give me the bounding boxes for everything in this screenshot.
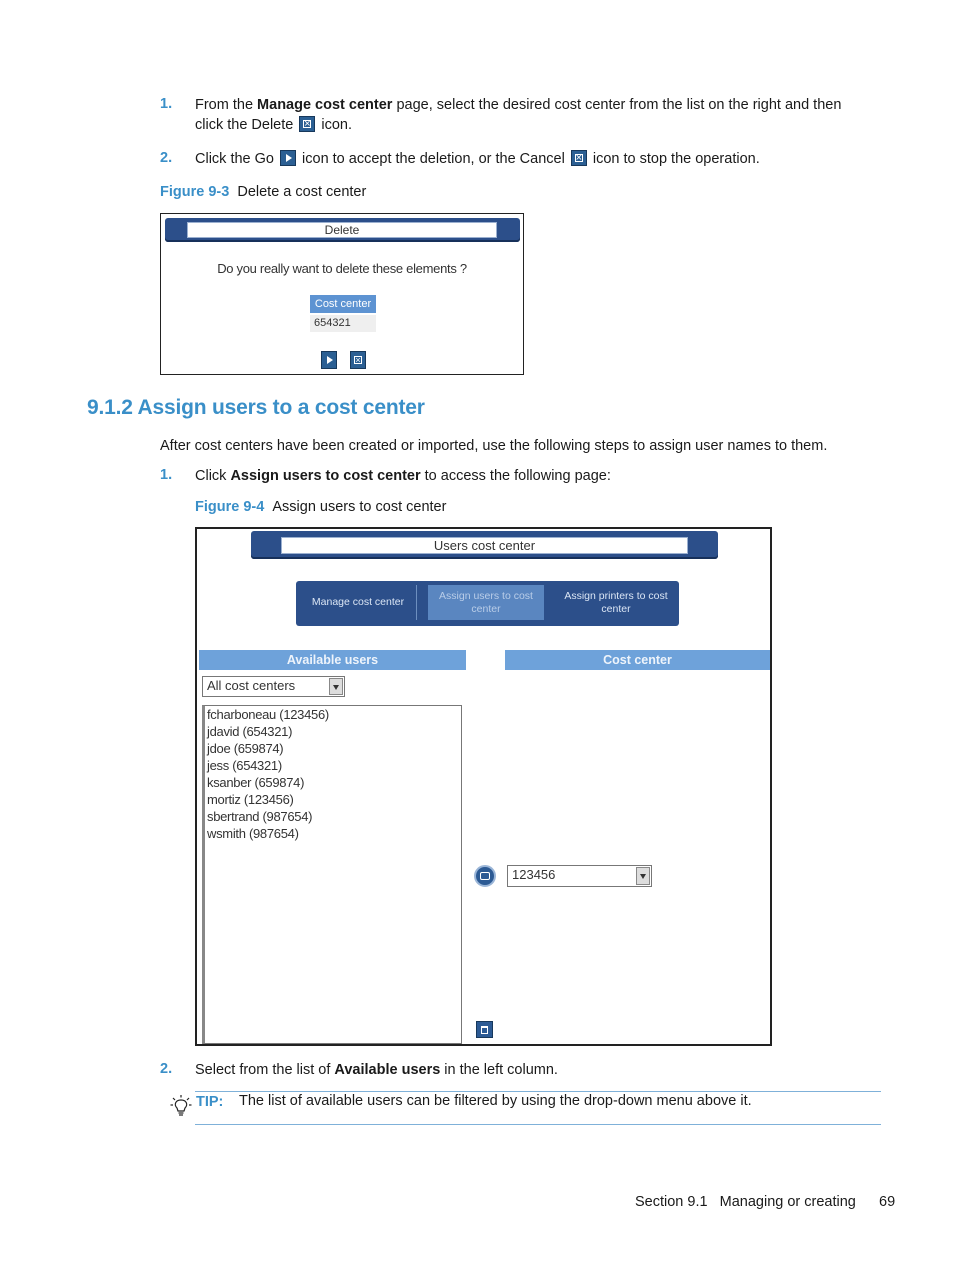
step-text-part: in the left column.	[440, 1062, 558, 1078]
list-item[interactable]: sbertrand (987654)	[207, 809, 313, 824]
dialog-title: Delete	[187, 222, 497, 238]
figure-caption	[160, 182, 366, 202]
tip-text: The list of available users can be filtered by using the drop-down menu above it.	[239, 1093, 752, 1109]
page-title: Users cost center	[281, 537, 688, 554]
tab-assign-printers[interactable]: Assign printers to cost center	[558, 585, 674, 620]
figure-title: Assign users to cost center	[272, 499, 447, 515]
step-number: 2.	[160, 1061, 173, 1077]
cost-center-select[interactable]	[507, 865, 652, 887]
step-text-part: Select from the list of	[195, 1062, 335, 1078]
dialog-title-bar	[165, 218, 520, 242]
step-text	[195, 466, 611, 486]
step-text-part: icon.	[317, 117, 353, 133]
list-item[interactable]: fcharboneau (123456)	[207, 707, 329, 722]
trash-icon	[481, 1026, 488, 1034]
page-title-bar	[251, 531, 718, 559]
figure-title: Delete a cost center	[237, 184, 367, 200]
trash-button[interactable]	[476, 1021, 493, 1038]
available-users-header: Available users	[199, 650, 466, 670]
tip-bottom-rule	[195, 1124, 881, 1125]
available-users-list[interactable]	[202, 705, 462, 1044]
cost-center-selected-value: 123456	[512, 867, 556, 882]
play-icon	[327, 356, 333, 364]
list-item[interactable]: wsmith (987654)	[207, 826, 299, 841]
list-item[interactable]: jess (654321)	[207, 758, 282, 773]
step-text-part: click the Delete	[195, 117, 298, 133]
cost-center-cell: 654321	[310, 315, 376, 332]
section-heading: 9.1.2 Assign users to a cost center	[87, 396, 425, 419]
cost-center-header: Cost center	[505, 650, 770, 670]
list-item[interactable]: ksanber (659874)	[207, 775, 305, 790]
step-text-part: From the	[195, 97, 258, 113]
cancel-icon: ×	[355, 355, 361, 365]
tab-assign-users[interactable]: Assign users to cost center	[428, 585, 544, 620]
figure-label: Figure 9-4	[195, 499, 265, 515]
list-item[interactable]: jdavid (654321)	[207, 724, 293, 739]
assign-button[interactable]	[474, 865, 496, 887]
lightbulb-icon	[170, 1094, 192, 1118]
assign-users-figure	[195, 527, 772, 1046]
tab-manage-cost-center[interactable]: Manage cost center	[300, 585, 417, 620]
cancel-icon	[571, 150, 587, 166]
go-icon	[280, 150, 296, 166]
step-text	[195, 1060, 558, 1080]
assign-icon	[480, 872, 490, 880]
filter-selected-value: All cost centers	[207, 678, 296, 693]
cancel-button[interactable]	[350, 351, 366, 369]
step-text-part: icon to stop the operation.	[588, 151, 760, 167]
figure-caption	[195, 497, 446, 517]
step-text-part: Click	[195, 468, 231, 484]
figure-label: Figure 9-3	[160, 184, 230, 200]
go-button[interactable]	[321, 351, 337, 369]
page-number: 69	[879, 1194, 896, 1210]
cost-center-column-header: Cost center	[310, 295, 376, 313]
list-item[interactable]: mortiz (123456)	[207, 792, 294, 807]
step-number: 1.	[160, 467, 173, 483]
section-intro: After cost centers have been created or imported, use the following steps to assign user names to them.	[160, 438, 828, 454]
delete-dialog-figure	[160, 213, 524, 375]
step-text-part: page, select the desired cost center from the list on the right and then	[392, 97, 842, 113]
cost-center-filter-select[interactable]	[202, 676, 345, 697]
step-text-part: icon to accept the deletion, or the Cancel	[298, 151, 569, 167]
tip-label: TIP:	[196, 1094, 224, 1110]
step-text	[195, 95, 885, 135]
chevron-down-icon	[636, 867, 650, 885]
tab-bar	[296, 581, 679, 626]
step-number: 2.	[160, 150, 173, 166]
delete-question: Do you really want to delete these elements ?	[217, 261, 467, 276]
step-bold: Assign users to cost center	[230, 468, 421, 484]
step-text	[195, 149, 885, 169]
step-number: 1.	[160, 96, 173, 112]
list-item[interactable]: jdoe (659874)	[207, 741, 284, 756]
chevron-down-icon	[329, 678, 343, 695]
step-text-part: Click the Go	[195, 151, 278, 167]
delete-icon	[299, 116, 315, 132]
step-text-part: to access the following page:	[420, 468, 611, 484]
footer-section: Section 9.1 Managing or creating	[635, 1194, 856, 1210]
step-bold: Manage cost center	[257, 97, 393, 113]
step-bold: Available users	[334, 1062, 441, 1078]
